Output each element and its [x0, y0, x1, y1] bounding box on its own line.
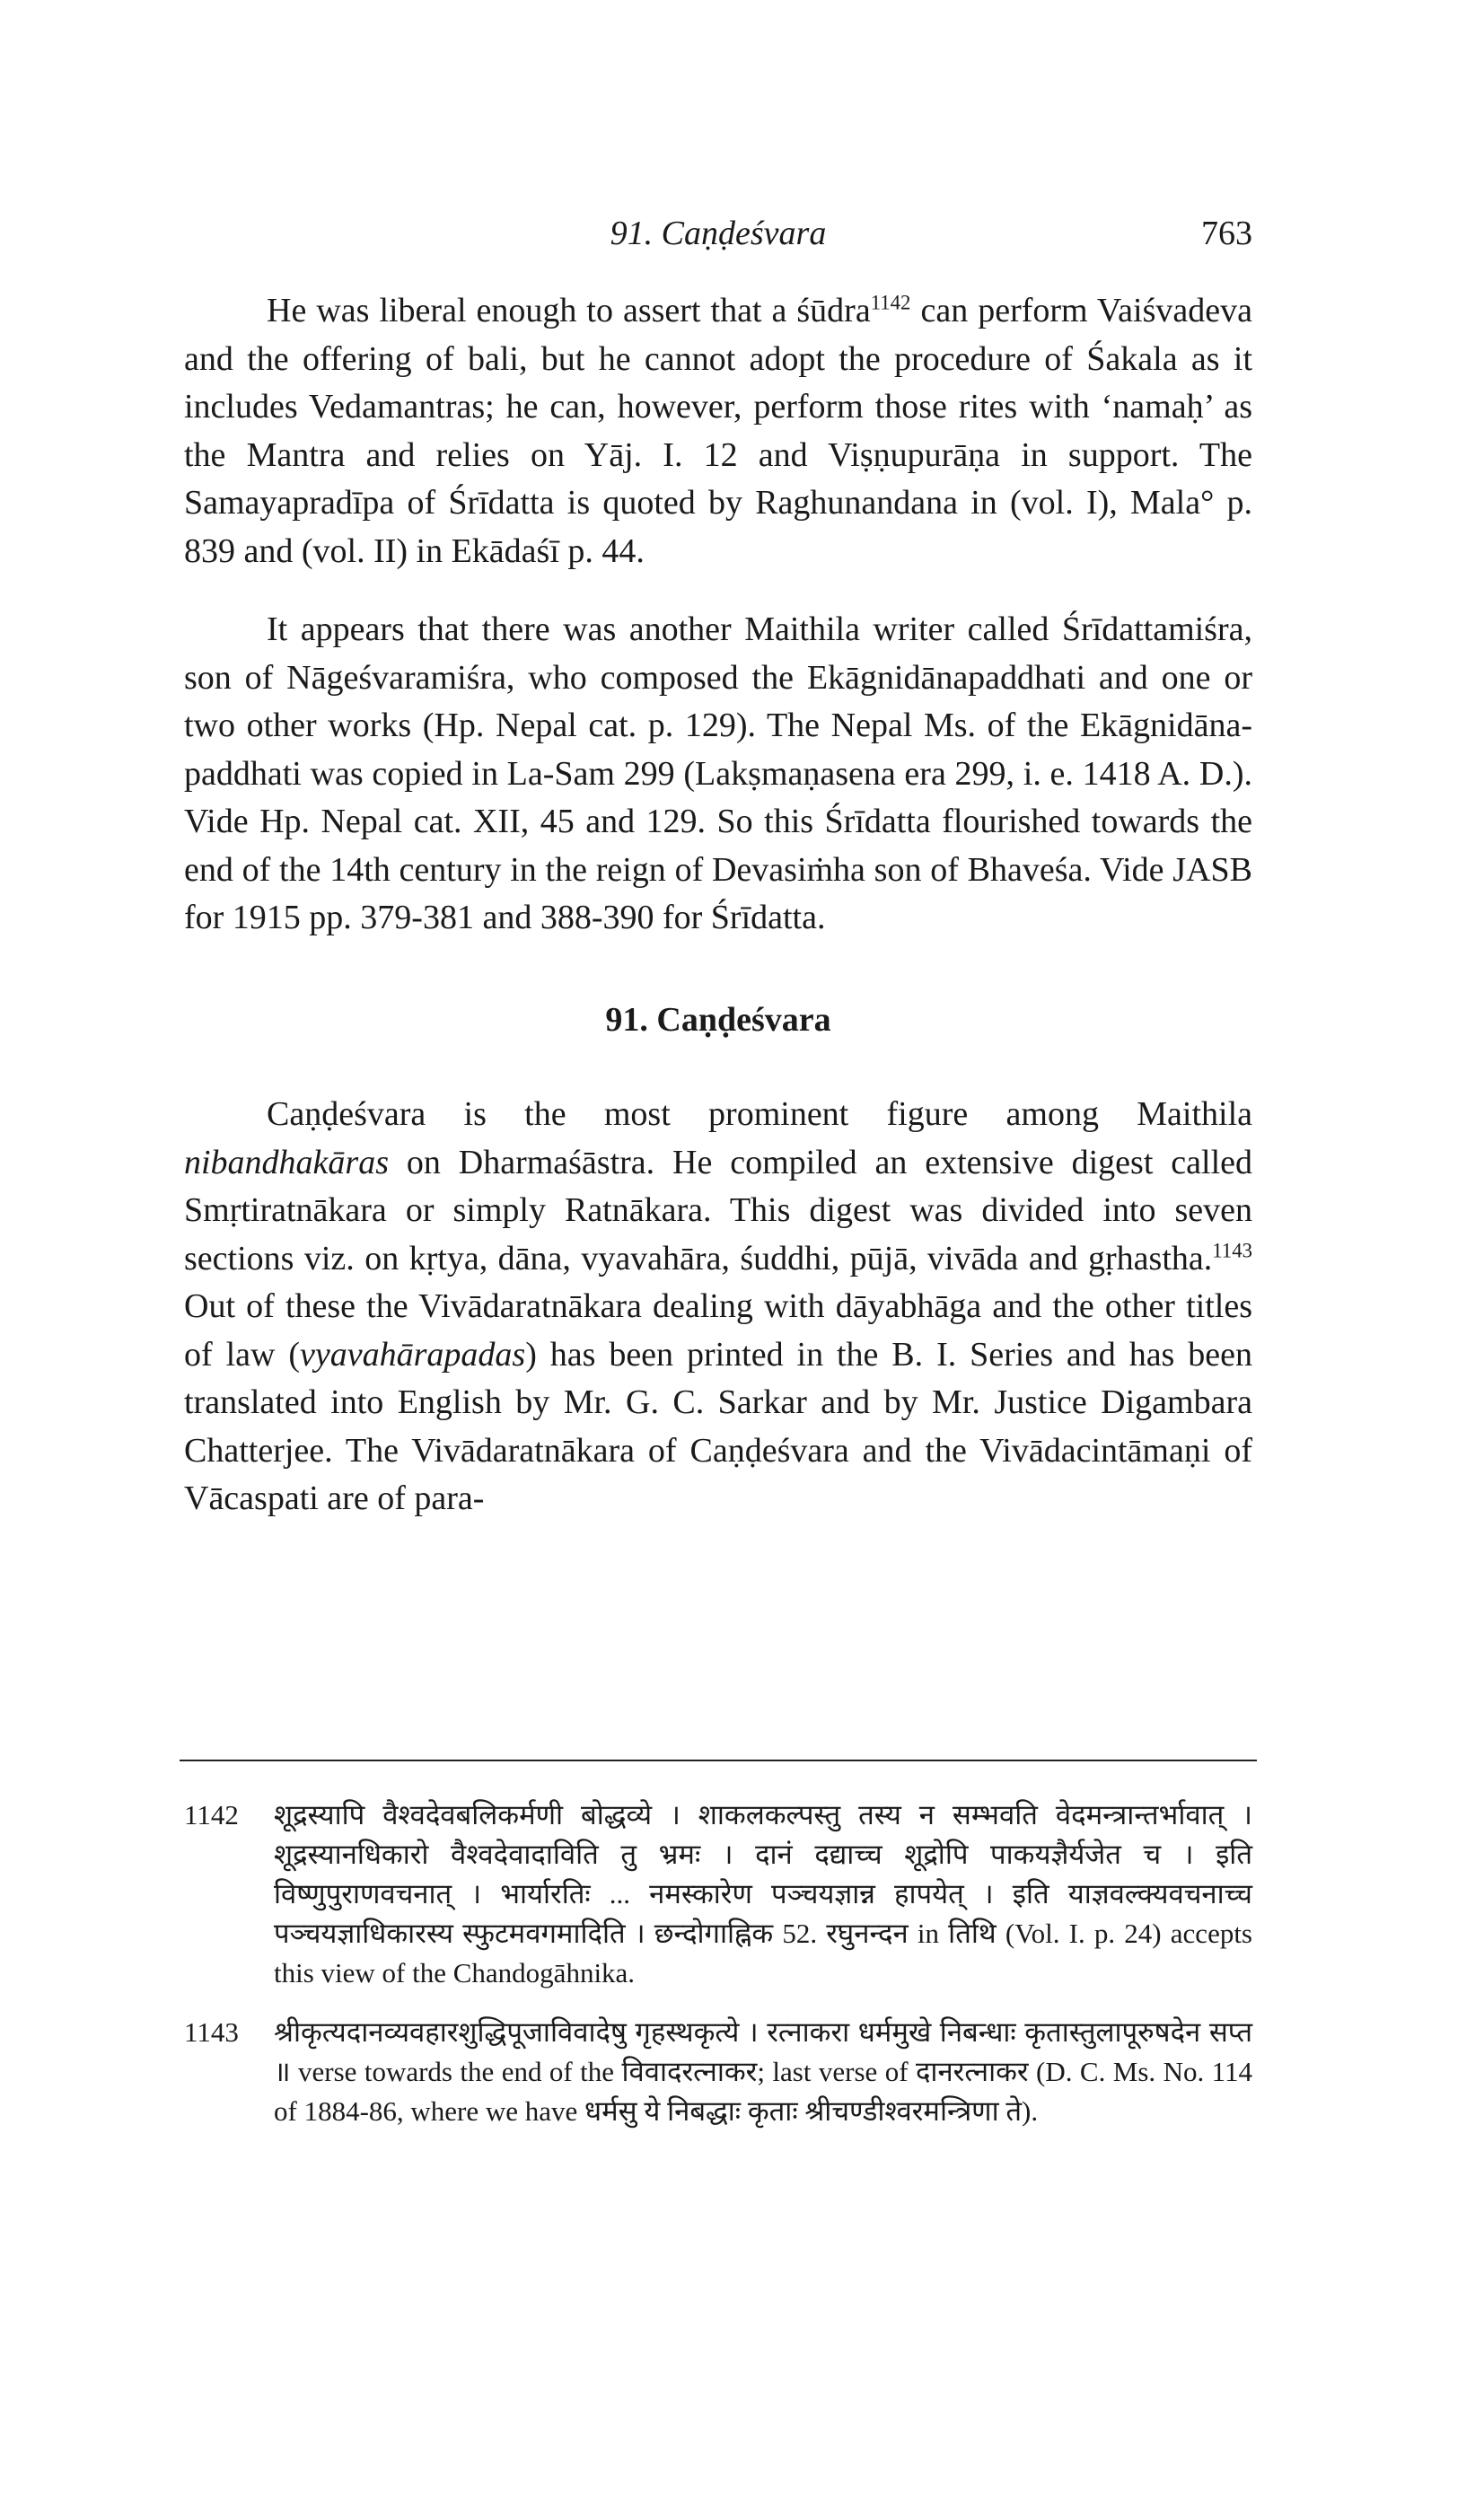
- paragraph-1-text-start: He was liberal enough to assert that a śūdra: [267, 292, 871, 329]
- running-header: [184, 214, 1252, 268]
- paragraph-2: It appears that there was another Maithila writer called Śrīdattamiśra, son of Nāgeśvaramiśra, who composed the Ekāgnidānapaddhati and one or two other works (Hp. Nepal cat. p. 129). The Nepal Ms. of the Ekāgnidāna-paddhati was copied in La-Sam 299 (Lakṣmaṇasena era 299, i. e. 1418 A. D.). Vide Hp. Nepal cat. XII, 45 and 129. So this Śrīdatta flourished towards the end of the 14th century in the reign of Devasiṁha son of Bhaveśa. Vide JASB for 1915 pp. 379-381 and 388-390 for Śrīdatta.: [184, 610, 1252, 936]
- running-title: 91. Caṇḍeśvara: [610, 215, 827, 252]
- main-text: [184, 287, 1252, 1554]
- section-paragraph-start: Caṇḍeśvara is the most prominent figure among Maithila: [267, 1095, 1252, 1133]
- footnote-number: 1142: [184, 1799, 239, 1830]
- footnote-divider: [180, 1760, 1257, 1761]
- italic-term-nibandhakaras: nibandhakāras: [184, 1143, 389, 1181]
- section-paragraph-mid-1: on Dharmaśāstra. He compiled an extensive digest called Smṛtiratnākara or simply Ratnākara. This digest was divided into seven sections viz. on kṛtya, dāna, vyavahāra, śuddhi, pūjā, vivāda and gṛhastha.: [184, 1143, 1252, 1277]
- footnote-1143: [184, 2013, 1252, 2131]
- footnote-number: 1143: [184, 2016, 239, 2048]
- section-paragraph: [184, 1091, 1252, 1523]
- paragraph-1: [184, 287, 1252, 575]
- section-paragraph-mid-2: Out of these the Vivādaratnākara dealing with dāyabhāga and the other titles of law (: [184, 1287, 1252, 1374]
- italic-term-vyavaharapadas: vyavahārapadas: [300, 1335, 526, 1374]
- paragraph-1-text-end: can perform Vaiśvadeva and the offering of bali, but he cannot adopt the procedure of Śakala as it includes Vedamantras; he can, however, perform those rites with ‘namaḥ’ as the Mantra and relies on Yāj. I. 12 and Viṣṇupurāṇa in support. The Samayapradīpa of Śrīdatta is quoted by Raghunandana in (vol. I), Mala° p. 839 and (vol. II) in Ekādaśī p. 44.: [184, 292, 1252, 570]
- section-heading: 91. Caṇḍeśvara: [605, 1000, 831, 1039]
- footnote-text: श्रीकृत्यदानव्यवहारशुद्धिपूजाविवादेषु गृहस्थकृत्ये । रत्नाकरा धर्ममुखे निबन्धाः कृतास्तुलापूरुषदेन सप्त ॥ verse towards the end of the विवादरत्नाकर; last verse of दानरत्नाकर (D. C. Ms. No. 114 of 1884-86, where we have धर्मसु ये निबद्धाः कृताः श्रीचण्डीश्वरमन्त्रिणा ते).: [274, 2016, 1252, 2127]
- footnote-1142: [184, 1795, 1252, 1993]
- footnote-ref-1143: 1143: [1212, 1238, 1252, 1261]
- page-number: 763: [1201, 215, 1252, 252]
- footnote-ref-1142: 1142: [870, 291, 911, 314]
- footnote-text: शूद्रस्यापि वैश्वदेवबलिकर्मणी बोद्धव्ये । शाकलकल्पस्तु तस्य न सम्भवति वेदमन्त्रान्तर्भावात् । शूद्रस्यानधिकारो वैश्वदेवादाविति तु भ्रमः । दानं दद्याच्च शूद्रोपि पाकयज्ञैर्यजेत च । इति विष्णुपुराणवचनात् । भार्यारतिः ... नमस्कारेण पञ्चयज्ञान्न हापयेत् । इति याज्ञवल्क्यवचनाच्च पञ्चयज्ञाधिकारस्य स्फुटमवगमादिति । छन्दोगाह्निक 52. रघुनन्दन in तिथि (Vol. I. p. 24) accepts this view of the Chandogāhnika.: [274, 1799, 1252, 1988]
- section-paragraph-end: ) has been printed in the B. I. Series and has been translated into English by Mr. G. C. Sarkar and by Mr. Justice Digambara Chatterjee. The Vivādaratnākara of Caṇḍeśvara and the Vivādacintāmaṇi of Vācaspati are of para-: [184, 1335, 1252, 1517]
- footnotes: [184, 1795, 1252, 2151]
